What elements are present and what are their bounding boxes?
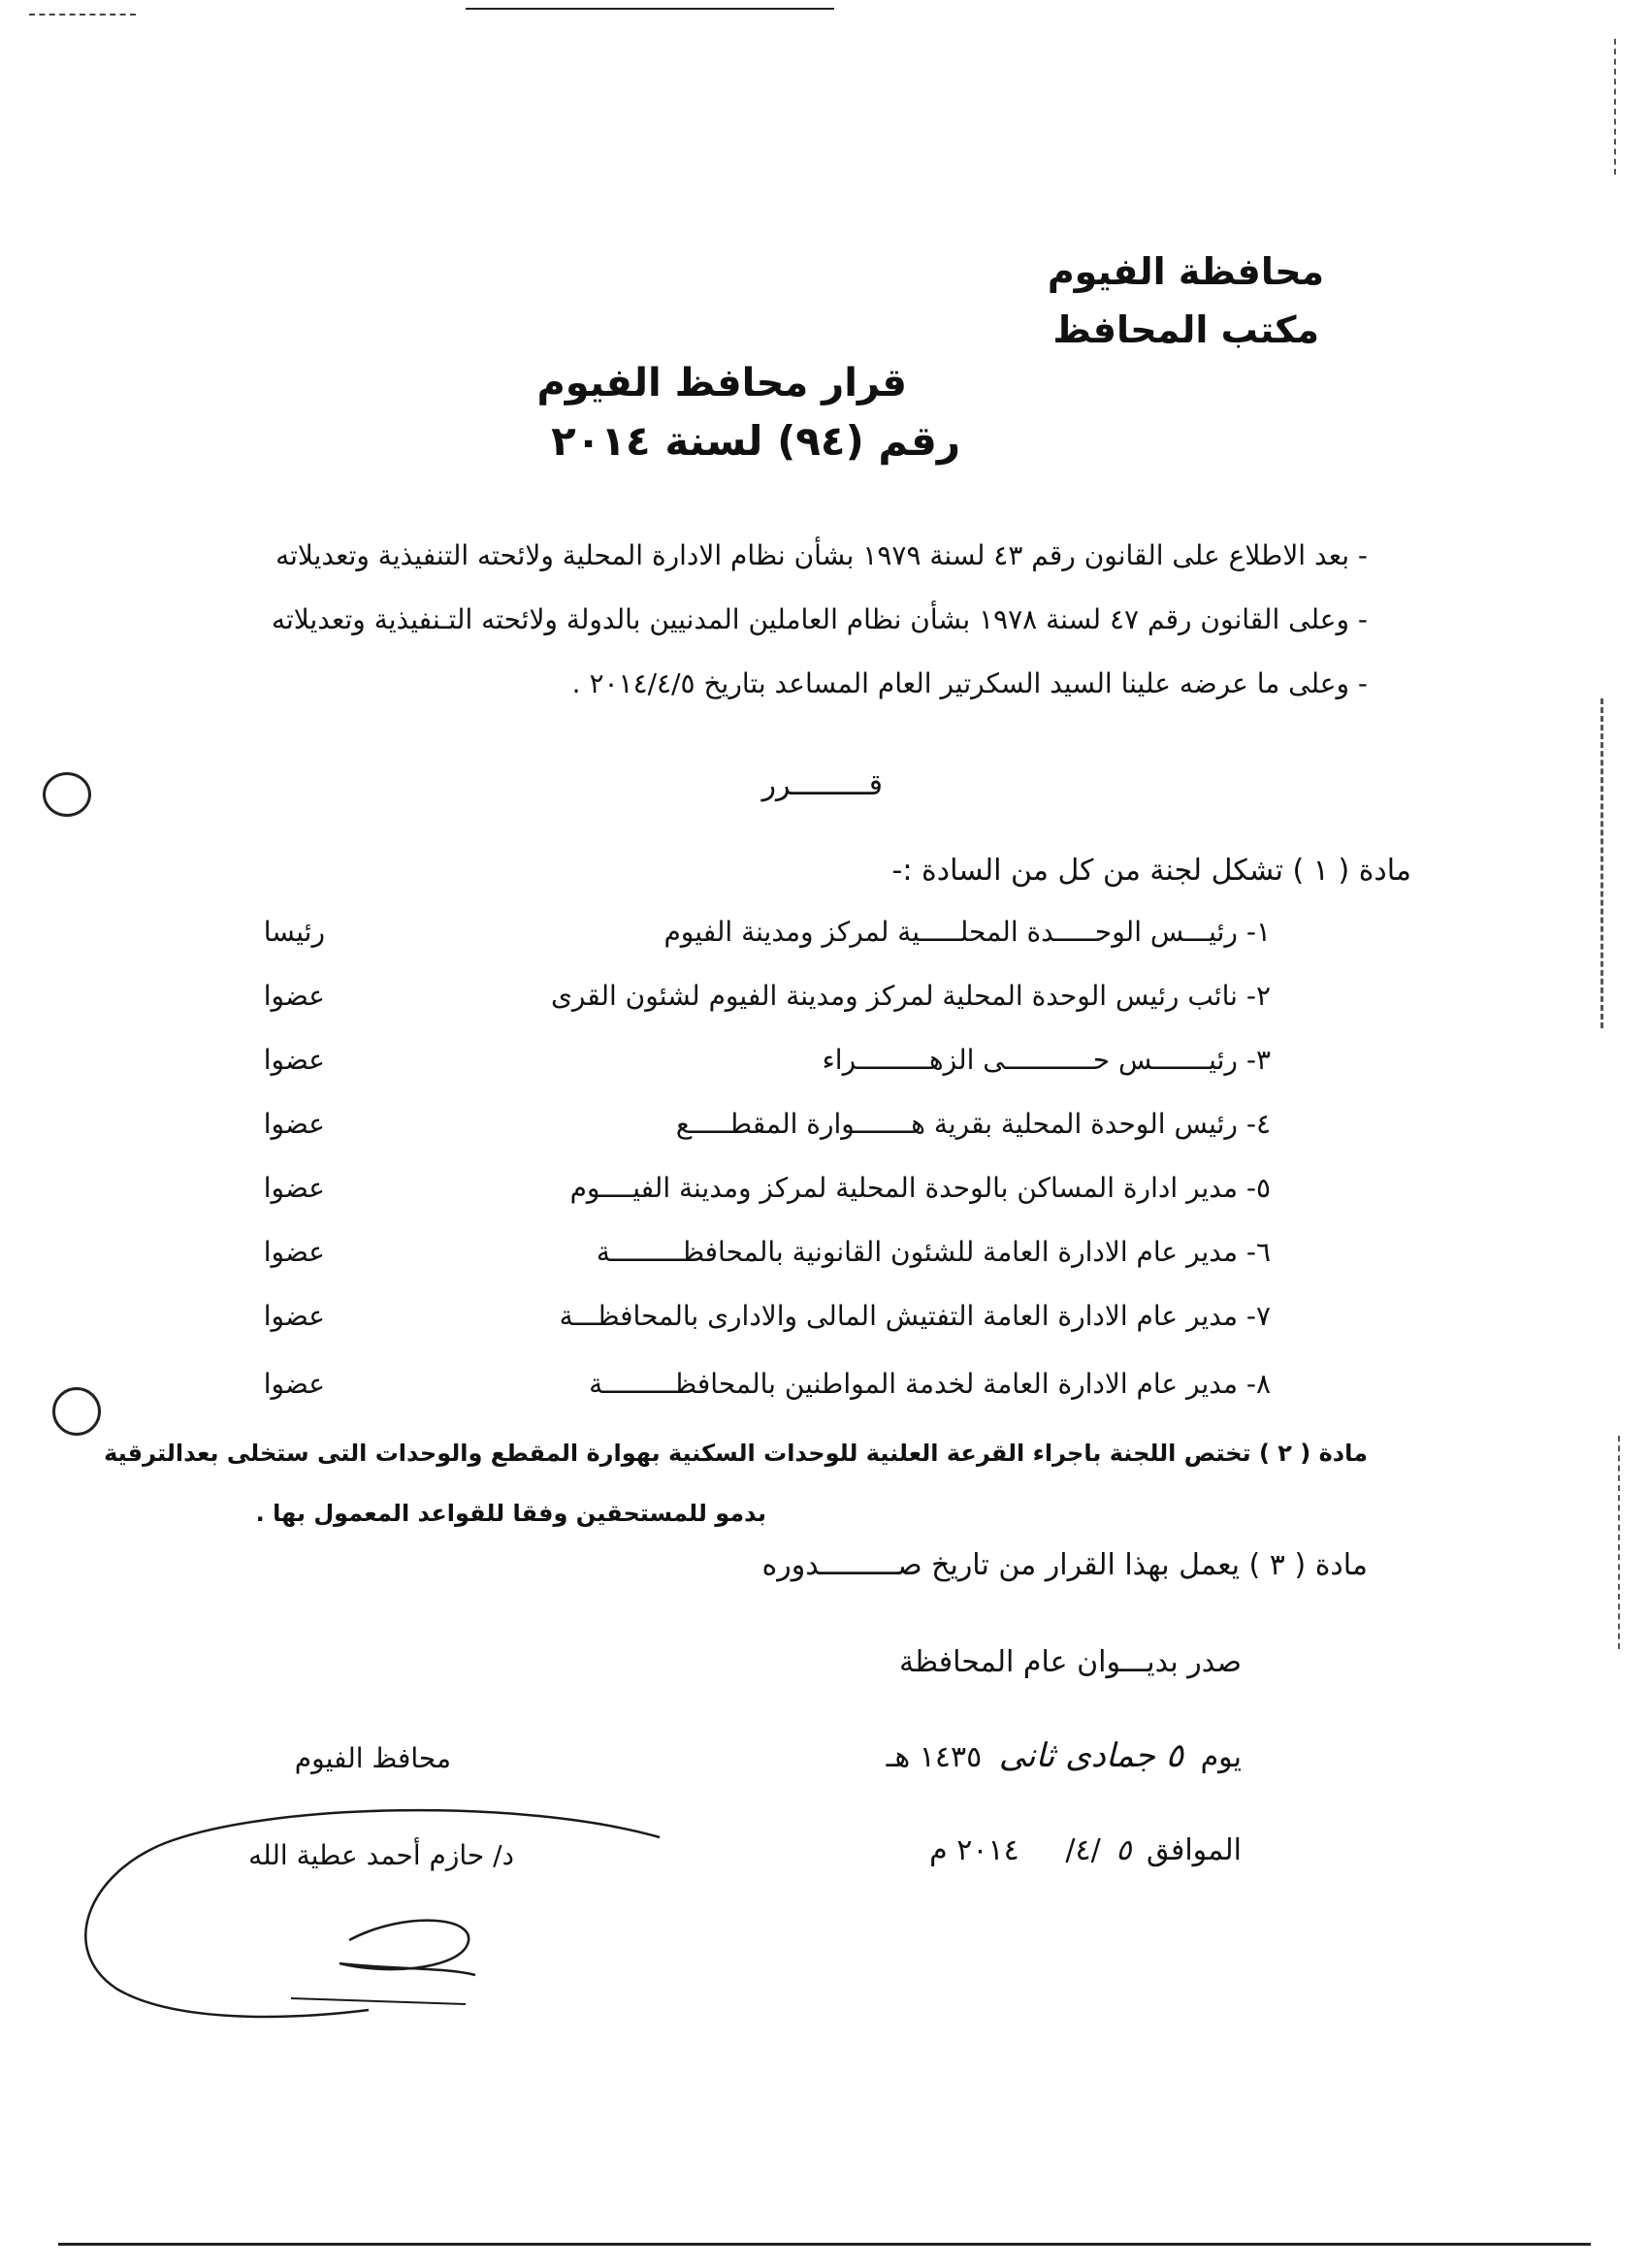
member-3-role: عضوا — [263, 1044, 325, 1076]
member-2-name: ٢- نائب رئيس الوحدة المحلية لمركز ومدينة الفيوم لشئون القرى — [550, 980, 1271, 1012]
preamble-line-1: - بعد الاطلاع على القانون رقم ٤٣ لسنة ١٩٧٩ بشأن نظام الادارة المحلية ولائحته التنفيذية وتعديلاته — [275, 539, 1368, 571]
preamble-line-3: - وعلى ما عرضه علينا السيد السكرتير العام المساعد بتاريخ ٢٠١٤/٤/٥ . — [571, 667, 1368, 699]
member-6-role: عضوا — [263, 1236, 325, 1268]
article-2-line-1: مادة ( ٢ ) تختص اللجنة باجراء القرعة العلنية للوحدات السكنية بهوارة المقطع والوحدات التى ستخلى بعدالترقية — [104, 1440, 1368, 1467]
gregorian-handwritten-day: ٥ — [1116, 1833, 1132, 1867]
signatory-name: د/ حازم أحمد عطية الله — [248, 1839, 514, 1871]
punch-hole-top — [43, 772, 91, 817]
governorate-name: محافظة الفيوم — [1047, 250, 1324, 293]
signatory-title: محافظ الفيوم — [294, 1742, 451, 1774]
hijri-date — [887, 1736, 1242, 1775]
decree-number: رقم (٩٤) لسنة ٢٠١٤ — [551, 417, 960, 465]
member-2-role: عضوا — [263, 980, 325, 1012]
member-4-name: ٤- رئيس الوحدة المحلية بقرية هـــــــوارة المقطـــــع — [675, 1108, 1271, 1140]
hijri-prefix: يوم — [1200, 1740, 1242, 1774]
scan-top-left-dash — [29, 14, 136, 16]
office-name: مكتب المحافظ — [1052, 308, 1319, 351]
member-8-name: ٨- مدير عام الادارة العامة لخدمة المواطنين بالمحافظـــــــــة — [589, 1368, 1271, 1400]
member-6-name: ٦- مدير عام الادارة العامة للشئون القانونية بالمحافظـــــــــة — [596, 1236, 1271, 1268]
scan-right-edge-marks-3 — [1618, 1436, 1620, 1649]
member-5-role: عضوا — [263, 1172, 325, 1204]
handwritten-signature — [58, 1804, 679, 2027]
article-2-line-2: بدمو للمستحقين وفقا للقواعد المعمول بها . — [255, 1500, 766, 1527]
member-4-role: عضوا — [263, 1108, 325, 1140]
scan-top-rule — [466, 8, 834, 10]
member-7-role: عضوا — [263, 1300, 325, 1332]
punch-hole-bottom — [52, 1387, 101, 1436]
member-1-name: ١- رئيـــس الوحـــــدة المحلـــــية لمركز ومدينة الفيوم — [663, 916, 1271, 948]
article-1-text: مادة ( ١ ) تشكل لجنة من كل من السادة :- — [891, 854, 1411, 888]
member-5-name: ٥- مدير ادارة المساكن بالوحدة المحلية لمركز ومدينة الفيــــوم — [569, 1172, 1271, 1204]
scan-right-edge-marks — [1614, 39, 1616, 175]
hijri-year: ١٤٣٥ هـ — [886, 1740, 983, 1774]
preamble-line-2: - وعلى القانون رقم ٤٧ لسنة ١٩٧٨ بشأن نظام العاملين المدنيين بالدولة ولائحته التـنفيذية وتعديلاته — [271, 603, 1368, 635]
gregorian-date — [929, 1833, 1242, 1867]
issued-line: صدر بديـــوان عام المحافظة — [899, 1645, 1242, 1679]
scan-right-edge-marks-2 — [1600, 698, 1603, 1028]
gregorian-label: الموافق — [1146, 1833, 1242, 1867]
member-8-role: عضوا — [263, 1368, 325, 1400]
decided-heading: قـــــــــرر — [761, 768, 883, 802]
gregorian-rest: /٤/ ٢٠١٤ م — [929, 1833, 1101, 1867]
hijri-handwritten-day: ٥ جمادى ثانى — [998, 1736, 1184, 1775]
member-7-name: ٧- مدير عام الادارة العامة التفتيش المالى والادارى بالمحافظـــة — [559, 1300, 1271, 1332]
member-3-name: ٣- رئيـــــــس حـــــــــــى الزهـــــــــراء — [822, 1044, 1271, 1076]
decree-title: قرار محافظ الفيوم — [536, 361, 907, 405]
article-3-text: مادة ( ٣ ) يعمل بهذا القرار من تاريخ صـــــــــدوره — [761, 1548, 1368, 1582]
member-1-role: رئيسا — [263, 916, 325, 948]
scan-bottom-rule — [58, 2243, 1591, 2246]
